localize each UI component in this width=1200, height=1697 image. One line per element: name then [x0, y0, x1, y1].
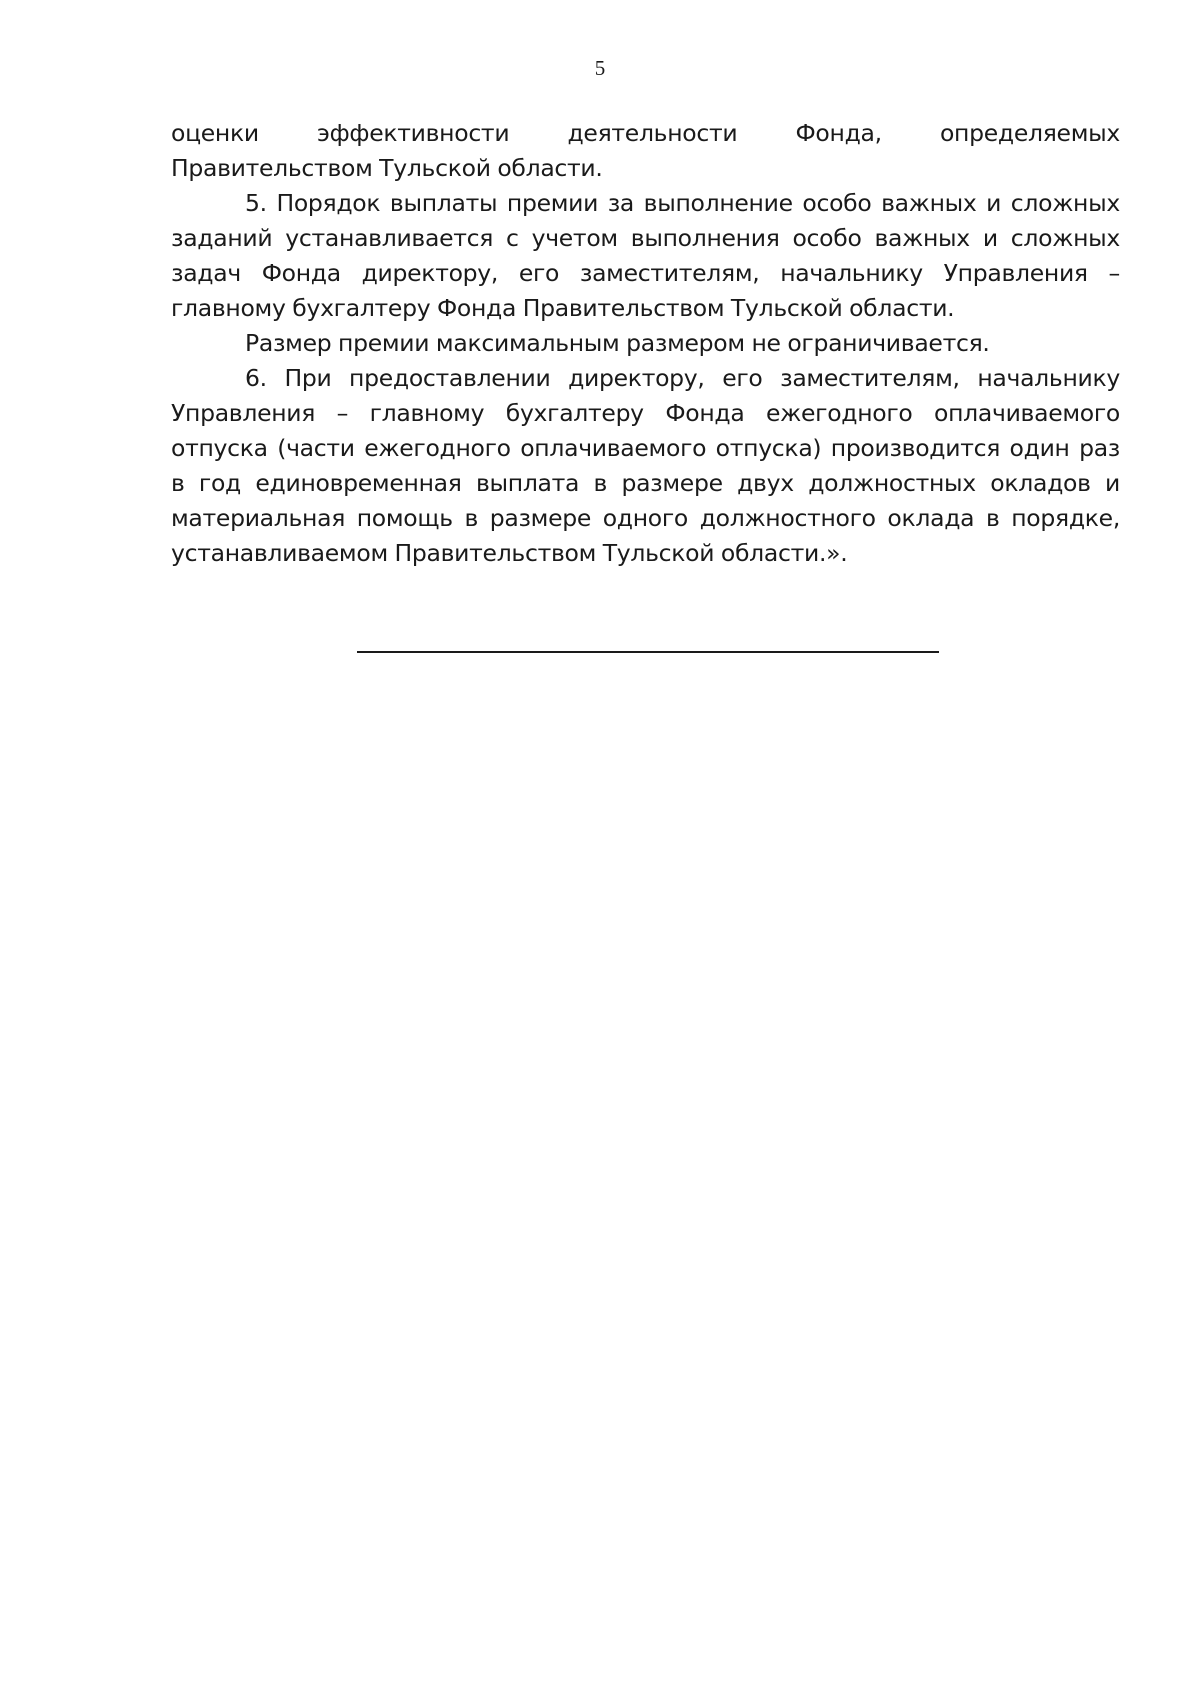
end-of-document-rule	[357, 651, 939, 653]
paragraph-item-6: 6. При предоставлении директору, его заместителям, начальнику Управления – главному бухгалтеру Фонда ежегодного оплачиваемого отпуска (части ежегодного оплачиваемого отпуска) производится один раз в год единовременная выплата в размере двух должностных окладов и материальная помощь в размере одного должностного оклада в порядке, устанавливаемом Правительством Тульской области.».	[171, 364, 1120, 567]
paragraph-continuation: оценки эффективности деятельности Фонда, определяемых Правительством Тульской области.	[171, 119, 1120, 182]
document-body	[171, 116, 1120, 571]
paragraph-item-5: 5. Порядок выплаты премии за выполнение особо важных и сложных заданий устанавливается с учетом выполнения особо важных и сложных задач Фонда директору, его заместителям, начальнику Управления – главному бухгалтеру Фонда Правительством Тульской области.	[171, 189, 1120, 322]
paragraph-bonus-limit: Размер премии максимальным размером не ограничивается.	[245, 329, 990, 357]
page-number: 5	[594, 56, 606, 80]
